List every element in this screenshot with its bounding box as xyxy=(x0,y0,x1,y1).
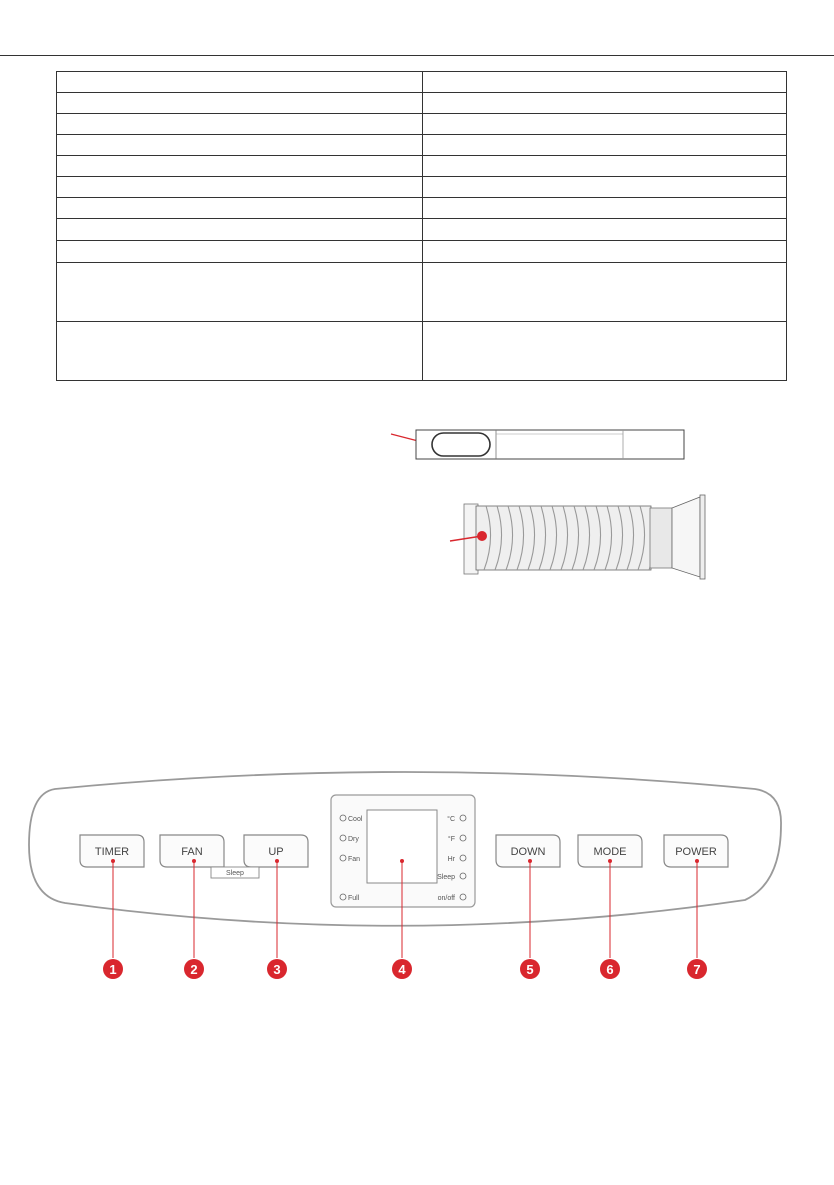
table-cell xyxy=(423,198,787,219)
table-cell xyxy=(57,219,423,240)
table-cell xyxy=(57,321,423,380)
display-panel xyxy=(331,795,475,907)
table-row xyxy=(57,262,787,321)
callout-dot xyxy=(695,859,699,863)
table-cell xyxy=(423,156,787,177)
table-row xyxy=(57,72,787,93)
onoff-indicator-label: on/off xyxy=(437,895,455,902)
table-cell xyxy=(423,114,787,135)
table-cell xyxy=(57,240,423,262)
table-cell xyxy=(57,156,423,177)
sleep-label: Sleep xyxy=(226,870,244,877)
exhaust-hose-icon xyxy=(446,492,716,582)
callout-dot xyxy=(528,859,532,863)
mode-button-label: MODE xyxy=(593,846,627,858)
table-cell xyxy=(423,240,787,262)
table-cell xyxy=(423,321,787,380)
table-cell xyxy=(57,177,423,198)
fan-button[interactable] xyxy=(160,835,224,867)
table-row xyxy=(57,219,787,240)
celsius-indicator-label: °C xyxy=(447,816,455,823)
callout-number: 1 xyxy=(109,962,117,977)
table-cell xyxy=(423,135,787,156)
dry-indicator-label: Dry xyxy=(348,836,359,843)
header-rule xyxy=(0,55,834,56)
table-row xyxy=(57,135,787,156)
callout-dot xyxy=(275,859,279,863)
fahrenheit-indicator-label: °F xyxy=(447,836,455,843)
table-cell xyxy=(423,262,787,321)
callout-number: 3 xyxy=(273,962,281,977)
callout-number: 5 xyxy=(526,962,534,977)
hour-indicator-label: Hr xyxy=(447,856,455,863)
table-cell xyxy=(57,135,423,156)
table-cell xyxy=(423,219,787,240)
table-row xyxy=(57,198,787,219)
table-row xyxy=(57,321,787,380)
table-cell xyxy=(423,177,787,198)
callout-dot xyxy=(608,859,612,863)
callout-dot xyxy=(400,859,404,863)
callout-dot xyxy=(111,859,115,863)
table-cell xyxy=(57,198,423,219)
timer-button-label: TIMER xyxy=(94,846,130,858)
table-cell xyxy=(57,262,423,321)
sleep-indicator-label: Sleep xyxy=(437,874,455,881)
callout-number: 4 xyxy=(398,962,406,977)
control-panel xyxy=(25,765,785,985)
power-button-label: POWER xyxy=(675,846,717,858)
full-indicator-label: Full xyxy=(348,895,360,902)
table-cell xyxy=(423,72,787,93)
table-cell xyxy=(57,114,423,135)
callout-number: 6 xyxy=(606,962,614,977)
up-button-label: UP xyxy=(268,846,284,858)
table-cell xyxy=(423,93,787,114)
down-button[interactable] xyxy=(496,835,560,867)
cool-indicator-label: Cool xyxy=(348,816,363,823)
down-button-label: DOWN xyxy=(510,846,546,858)
callout-number: 2 xyxy=(190,962,198,977)
sleep-combo-label xyxy=(211,867,259,878)
table-row xyxy=(57,240,787,262)
fan-indicator-label: Fan xyxy=(348,856,361,863)
spec-table xyxy=(56,71,787,381)
fan-button-label: FAN xyxy=(181,846,203,858)
table-cell xyxy=(57,93,423,114)
table-cell xyxy=(57,72,423,93)
table-row xyxy=(57,93,787,114)
table-row xyxy=(57,177,787,198)
window-slider-kit-icon xyxy=(388,424,688,464)
callout-number: 7 xyxy=(693,962,701,977)
table-row xyxy=(57,156,787,177)
table-row xyxy=(57,114,787,135)
callout-dot xyxy=(192,859,196,863)
